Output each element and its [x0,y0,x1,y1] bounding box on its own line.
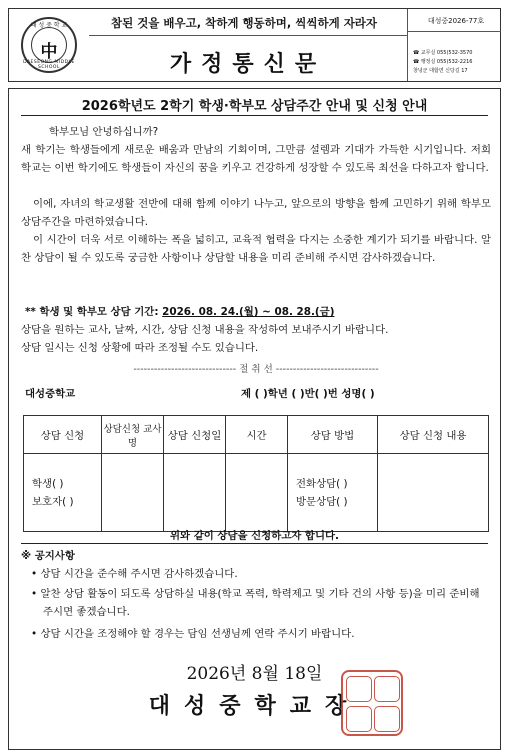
notice-body [8,88,501,750]
contact-line: 창녕군 대합면 신당길 17 [413,68,468,74]
divider [21,543,488,544]
notice-title: 2026학년도 2학기 학생·학부모 상담주간 안내 및 신청 안내 [81,99,428,114]
paragraph-3: 이 시간이 더욱 서로 이해하는 폭을 넓히고, 교육적 협력을 다지는 소중한 계기가 되기를 바랍니다. 알찬 상담이 될 수 있도록 궁금한 사항이나 상담할 내용을 미리 준비해 주시면 감사하겠습니다. [21,234,491,264]
official-seal-icon [341,670,403,736]
cut-line: ------------------------------ 절 취 선 ------------------------------ [133,364,379,375]
school-motto: 참된 것을 배우고, 착하게 행동하며, 씩씩하게 자라자 [110,16,378,30]
header-cell: 상담신청 교사명 [102,416,164,454]
student-checkbox[interactable]: 학생( ) [32,477,64,490]
paragraph-1: 새 학기는 학생들에게 새로운 배움과 만남의 기회이며, 그만큼 설렘과 기대가 가득한 시기입니다. 저희 학교는 이번 학기에도 학생들이 자신의 꿈을 키우고 건강하게 성장할 수 있도록 최선을 다하고자 합니다. [21,144,491,174]
table-row [24,454,489,532]
table-header-row [24,416,489,454]
paragraph-2: 이에, 자녀의 학교생활 전반에 대해 함께 이야기 나누고, 앞으로의 방향을 함께 고민하기 위해 학부모 상담주간을 마련하였습니다. [21,198,491,228]
document-title: 가정통신문 [169,51,327,77]
request-text: 상담을 원하는 교사, 날짜, 시간, 상담 신청 내용을 작성하여 보내주시기 바랍니다. [21,324,389,336]
notice-item: • 상담 시간을 조정해야 할 경우는 담임 선생님께 연락 주시기 바랍니다. [31,628,355,640]
logo-glyph: 中 [40,42,58,62]
header-cell: 상담 신청 내용 [378,416,489,454]
schedule-note: 상담 일시는 신청 상황에 따라 조정될 수도 있습니다. [21,342,259,354]
school-logo [21,17,77,73]
contact-line: ☎ 교무실 055)532-3570 [413,50,473,56]
header-cell: 상담 방법 [288,416,378,454]
header-cell: 시간 [226,416,288,454]
header-cell: 상담 신청 [24,416,102,454]
issue-number: 대성중2026-77호 [427,17,485,25]
contact-info [413,49,472,76]
logo-top-text: 대 성 중 학 교 [30,22,68,29]
teacher-name-cell[interactable] [102,454,164,532]
student-info-field[interactable]: 제 ( )학년 ( )반( )번 성명( ) [241,388,375,400]
divider [21,115,488,116]
request-date-cell[interactable] [164,454,226,532]
form-school-name: 대성중학교 [25,388,76,400]
notice-heading: ※ 공지사항 [21,550,75,562]
notice-item: • 상담 시간을 준수해 주시면 감사하겠습니다. [31,568,238,580]
consultation-application-table [23,415,489,532]
notice-item: • 알찬 상담 활동이 되도록 상담하실 내용(학교 폭력, 학력제고 및 기타 건의 사항 등)을 미리 준비해 주시면 좋겠습니다. [31,588,480,618]
newsletter-header [8,8,501,82]
period-label: ** 학생 및 학부모 상담 기간: [25,306,159,318]
consultation-period [25,303,495,318]
method-cell[interactable] [288,454,378,532]
guardian-checkbox[interactable]: 보호자( ) [32,495,74,508]
content-cell[interactable] [378,454,489,532]
applicant-cell[interactable] [24,454,102,532]
contact-line: ☎ 행정실 055)532-2216 [413,59,473,65]
principal-signature: 대성중학교장 [148,693,361,719]
visit-consult-checkbox[interactable]: 방문상담( ) [296,495,348,508]
period-dates: 2026. 08. 24.(월) ~ 08. 28.(금) [162,306,335,318]
time-cell[interactable] [226,454,288,532]
issue-date: 2026년 8월 18일 [186,664,323,684]
greeting: 학부모님 안녕하십니까? [49,126,159,138]
header-cell: 상담 신청일 [164,416,226,454]
logo-bottom-text: DAESEONG MIDDLE SCHOOL [23,60,75,70]
phone-consult-checkbox[interactable]: 전화상담( ) [296,477,348,490]
form-closing: 위와 같이 상담을 신청하고자 합니다. [170,530,339,542]
